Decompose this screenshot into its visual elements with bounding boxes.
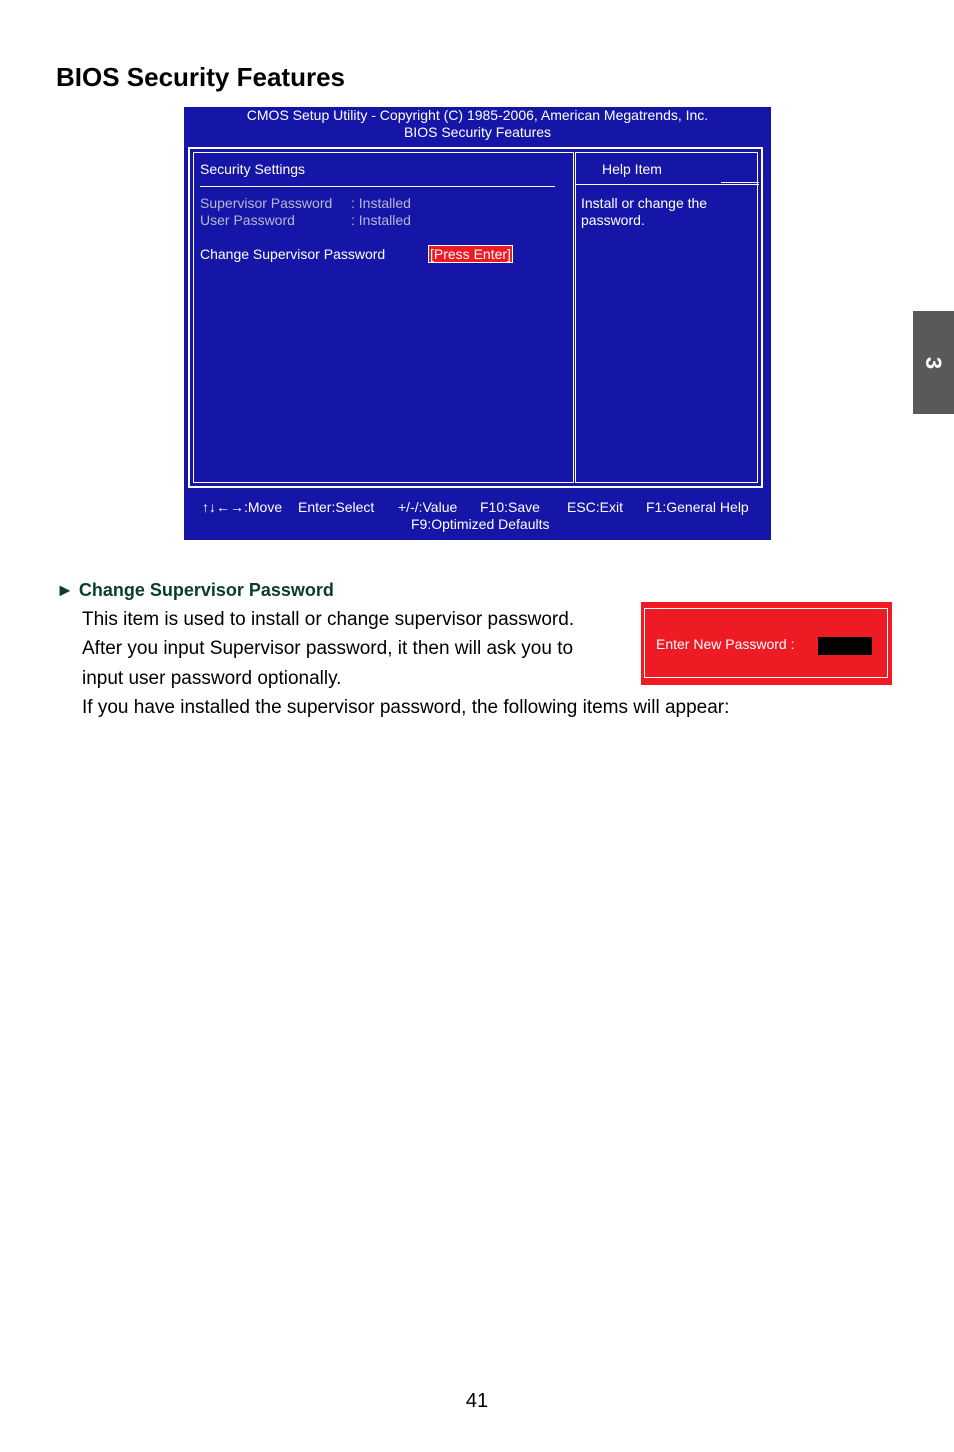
password-dialog-frame (644, 608, 888, 678)
bios-screen-title: BIOS Security Features (403, 124, 552, 140)
help-text-line1: Install or change the (581, 195, 708, 211)
help-divider-tail (721, 182, 759, 183)
help-title: Help Item (602, 161, 662, 177)
new-password-input[interactable] (818, 637, 872, 655)
paragraph-line: After you input Supervisor password, it then will ask you to (82, 638, 574, 659)
help-panel (575, 152, 758, 483)
help-divider (576, 184, 759, 185)
key-help: F1:General Help (646, 499, 749, 515)
settings-divider (200, 186, 555, 187)
settings-panel (193, 152, 574, 483)
bios-main-frame (188, 147, 763, 488)
supervisor-password-status: : Installed (351, 195, 411, 211)
page-title: BIOS Security Features (56, 62, 345, 92)
key-move: ↑↓←→:Move (202, 499, 283, 515)
paragraph-line: If you have installed the supervisor password, the following items will appear: (82, 697, 730, 718)
press-enter-label: [Press Enter] (430, 246, 511, 262)
page-number: 41 (465, 1390, 489, 1412)
key-value: +/-/:Value (398, 499, 458, 515)
section-title: Change Supervisor Password (78, 580, 334, 600)
key-save: F10:Save (480, 499, 540, 515)
new-password-label: Enter New Password : (656, 636, 795, 652)
change-supervisor-password-item[interactable]: Change Supervisor Password (200, 246, 386, 262)
bios-header (184, 107, 771, 141)
user-password-status: : Installed (351, 212, 411, 228)
paragraph-line: input user password optionally. (82, 668, 342, 689)
settings-title: Security Settings (200, 161, 306, 177)
key-exit: ESC:Exit (567, 499, 624, 515)
press-enter-button[interactable] (428, 246, 513, 262)
key-defaults: F9:Optimized Defaults (411, 516, 550, 532)
help-text-line2: password. (581, 212, 645, 228)
key-select: Enter:Select (298, 499, 375, 515)
password-dialog (641, 602, 892, 685)
user-password-label: User Password (200, 212, 295, 228)
bios-copyright: CMOS Setup Utility - Copyright (C) 1985-2006, American Megatrends, Inc. (246, 107, 709, 123)
bios-screen (184, 107, 771, 540)
triangle-bullet-icon: ► (56, 580, 74, 600)
paragraph-line: This item is used to install or change supervisor password. (82, 609, 575, 630)
supervisor-password-label: Supervisor Password (200, 195, 333, 211)
chapter-number: 3 (921, 356, 947, 369)
chapter-tab (913, 311, 954, 414)
section-heading (56, 580, 334, 601)
